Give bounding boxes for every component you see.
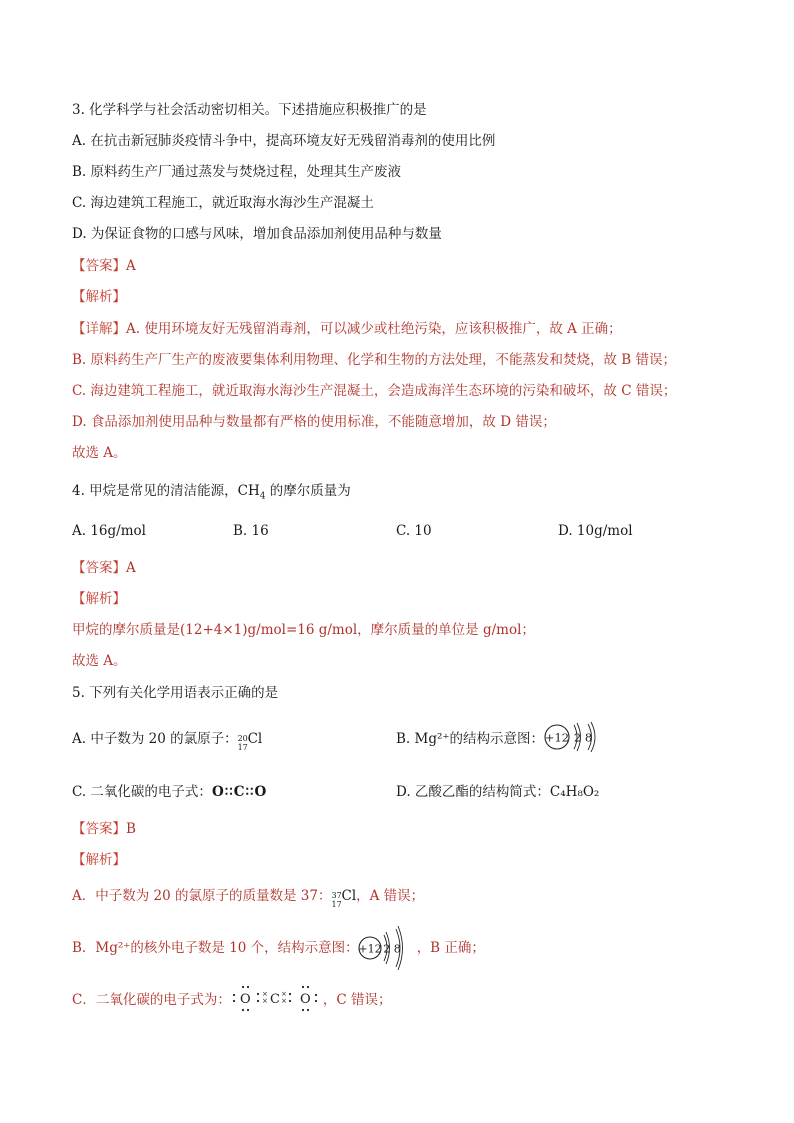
q5-option-a: A. 中子数为 20 的氯原子： 20 17 Cl [72,731,263,752]
svg-text:O: O [300,992,311,1007]
mg-ion-structure-diagram [356,923,416,973]
answer-value: A [126,560,136,576]
q3-option-a: A. 在抗击新冠肺炎疫情斗争中，提高环境友好无残留消毒剂的使用比例 [72,133,496,149]
answer-tag: 【答案】 [72,560,126,576]
answer-tag: 【答案】 [72,821,126,837]
q5-answer [72,820,136,838]
q4-analysis: 甲烷的摩尔质量是(12+4×1)g/mol=16 g/mol，摩尔质量的单位是 g/mol； [72,622,535,638]
q4-option-c: C. 10 [396,523,432,539]
co2-electron-formula: O∶∶C∶∶O [211,784,268,800]
shell-labels: 2 8 [383,942,401,956]
q4-stem-before: 4. 甲烷是常见的清洁能源， [72,483,238,499]
q5-option-d: D. 乙酸乙酯的结构简式：C₄H₈O₂ [396,784,600,800]
q5-stem: 5. 下列有关化学用语表示正确的是 [72,685,279,701]
q5-analysis-b: B．Mg²⁺的核外电子数是 10 个，结构示意图： ，B 正确； +12 2 8 [72,939,485,957]
q4-option-d: D. 10g/mol [558,523,633,539]
q3-conclusion: 故选 A。 [72,445,127,461]
q4-answer [72,559,136,577]
q3-option-b: B. 原料药生产厂通过蒸发与焚烧过程，处理其生产废液 [72,164,402,180]
q4-option-b: B. 16 [233,523,269,539]
q3-detail-b: B. 原料药生产厂生产的废液要集体利用物理、化学和生物的方法处理，不能蒸发和焚烧，故 B 错误； [72,352,677,368]
svg-text:C: C [270,992,280,1007]
q3-option-c: C. 海边建筑工程施工，就近取海水海沙生产混凝土 [72,195,374,211]
q4-stem [72,482,351,500]
detail-tag: 【详解】 [72,321,126,337]
isotope-notation: 37 17 [331,890,342,909]
q4-analysis-tag: 【解析】 [72,591,126,607]
svg-text:×: × [262,990,268,998]
q3-detail-d: D. 食品添加剂使用品种与数量都有严格的使用标准，不能随意增加，故 D 错误； [72,414,556,430]
mg-ion-structure-diagram [541,720,621,754]
shell-labels: 2 8 [573,730,593,745]
q3-option-d: D. 为保证食物的口感与风味，增加食品添加剂使用品种与数量 [72,226,442,242]
answer-value: B [126,821,136,837]
q5-analysis-tag: 【解析】 [72,852,126,868]
q4-stem-after: 的摩尔质量为 [265,483,351,499]
q3-answer [72,257,136,275]
svg-text:O: O [240,992,251,1007]
q3-detail-c: C. 海边建筑工程施工，就近取海水海沙生产混凝土，会造成海洋生态环境的污染和破坏，故 C 错误； [72,383,677,399]
q4-option-a: A. 16g/mol [72,523,146,539]
nucleus-label: +12 [544,730,570,745]
q5-analysis-c: C．二氧化碳的电子式为： ，C 错误； O C O × × × × [72,991,391,1009]
svg-text:×: × [281,990,287,998]
q3-detail-a [72,320,622,338]
nucleus-label: +12 [358,942,382,956]
q3-analysis-tag: 【解析】 [72,289,126,305]
q3-stem: 3. 化学科学与社会活动密切相关。下述措施应积极推广的是 [72,102,427,118]
q5-option-b: B. Mg²⁺的结构示意图： +12 2 8 [396,730,544,748]
q5-analysis-a: A．中子数为 20 的氯原子的质量数是 37： 37 17 Cl，A 错误； [72,888,425,909]
detail-text: A. 使用环境友好无残留消毒剂，可以减少或杜绝污染，应该积极推广，故 A 正确； [126,321,622,337]
isotope-notation: 20 17 [237,733,248,752]
answer-value: A [126,258,136,274]
q4-conclusion: 故选 A。 [72,653,127,669]
svg-text:×: × [281,997,287,1005]
answer-tag: 【答案】 [72,258,126,274]
svg-text:×: × [262,997,268,1005]
q4-formula: $CH_4$ [237,483,266,502]
co2-electron-dot-formula [228,983,320,1013]
q5-option-c: C. 二氧化碳的电子式：O∶∶C∶∶O [72,784,268,800]
